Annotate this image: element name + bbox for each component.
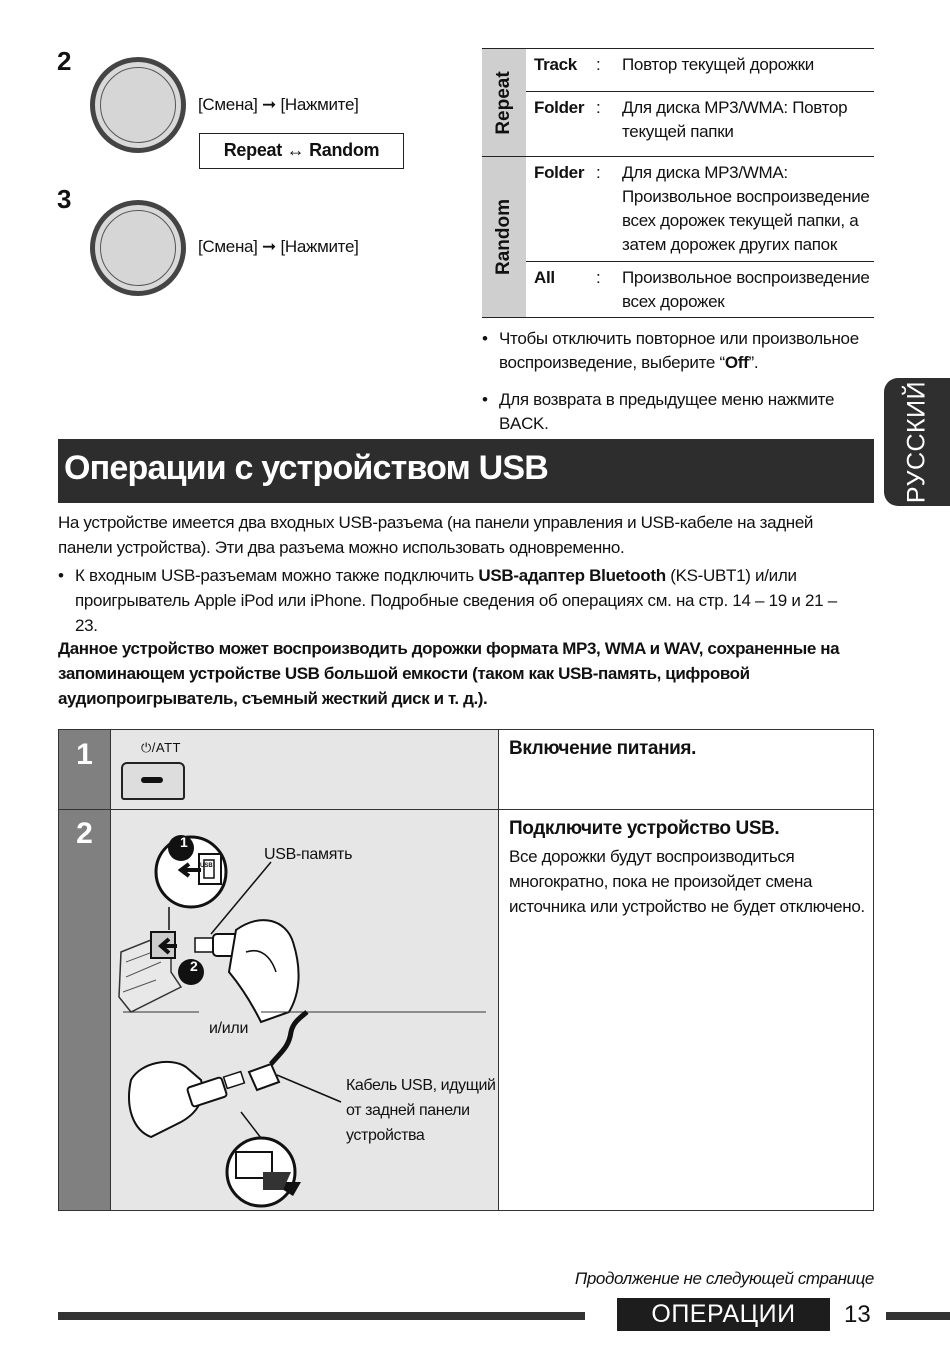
usb-cable-plug-icon <box>249 1064 279 1090</box>
note-off: • Чтобы отключить повторное или произвольное воспроизведение, выберите “Off”. <box>482 329 859 372</box>
row-key: Folder <box>534 163 585 182</box>
row-colon: : <box>596 163 601 182</box>
steps-table <box>58 729 874 1211</box>
step2-description: Все дорожки будут воспроизводиться многократно, пока не произойдет смена источника или устройство не будет отключено. <box>509 847 865 916</box>
language-tab: РУССКИЙ <box>884 378 950 506</box>
bluetooth-adapter-bold: USB-адаптер Bluetooth <box>478 566 666 585</box>
table-row <box>526 157 874 261</box>
dial-caption-step3 <box>198 237 359 257</box>
control-dial-icon <box>90 57 186 153</box>
power-button-icon <box>121 762 185 800</box>
caption-change: [Смена] <box>198 237 258 256</box>
row-colon: : <box>596 55 601 74</box>
dial-caption-step2 <box>198 95 359 115</box>
table-row <box>526 49 874 91</box>
callout-2-number: 2 <box>190 958 198 974</box>
intro-bullet: • К входным USB-разъемам можно также подключить USB-адаптер Bluetooth (KS-UBT1) и/или проигрыватель Apple iPod или iPhone. Подробные сведения об операциях см. на стр. 14 – 19 и 21 – 23. <box>58 566 837 635</box>
continued-note: Продолжение не следующей странице <box>574 1269 874 1288</box>
mode-table <box>482 48 874 318</box>
step-number-1: 1 <box>76 738 93 771</box>
section-heading <box>58 439 874 503</box>
arrow-right-icon: ➞ <box>262 237 276 256</box>
step2-title: Подключите устройство USB. <box>509 818 780 839</box>
callout-1-number: 1 <box>180 834 188 850</box>
usb-connection-illustration <box>111 812 497 1210</box>
random-group-label: Random <box>482 157 526 317</box>
power-att-label: ⏻/ATT <box>141 740 181 755</box>
row-value: Для диска MP3/WMA: Повтор текущей папки <box>622 98 848 141</box>
row-value: Произвольное воспроизведение всех дорожек <box>622 268 870 311</box>
intro-paragraph: На устройстве имеется два входных USB-разъема (на панели управления и USB-кабеле на задней панели устройства). Эти два разъема можно использовать одновременно. <box>58 513 814 557</box>
row-value: Для диска MP3/WMA: Произвольное воспроизведение всех дорожек текущей папки, а затем дорожек других папок <box>622 163 870 254</box>
row-key: Track <box>534 55 577 74</box>
usb-cable-label: Кабель USB, идущий от задней панели устройства <box>346 1077 496 1144</box>
supported-formats-paragraph: Данное устройство может воспроизводить дорожки формата MP3, WMA и WAV, сохраненные на запоминающем устройстве USB большой емкости (таком как USB-память, цифровой аудиопроигрыватель, съемный жесткий диск и т. д.). <box>58 639 840 708</box>
footer-section-label: ОПЕРАЦИИ <box>617 1298 830 1331</box>
box-repeat-label: Repeat <box>223 140 282 160</box>
box-random-label: Random <box>309 140 380 160</box>
repeat-group-label: Repeat <box>482 49 526 156</box>
usb-cable-icon <box>271 1012 307 1064</box>
usb-port-label: USB <box>200 863 213 869</box>
caption-press: [Нажмите] <box>280 237 359 256</box>
repeat-random-box <box>199 133 404 169</box>
off-keyword: Off <box>724 353 749 372</box>
table-row <box>526 91 874 149</box>
footer-bar-left <box>58 1312 585 1320</box>
step-number-3: 3 <box>57 184 72 214</box>
step-number-2: 2 <box>57 46 72 76</box>
table-row <box>526 261 874 319</box>
row-colon: : <box>596 268 601 287</box>
row-divider <box>59 809 873 810</box>
hand-icon <box>229 920 299 1022</box>
repeat-group <box>482 49 874 157</box>
power-icon: ⏻ <box>141 740 152 755</box>
arrow-right-icon: ➞ <box>262 95 276 114</box>
caption-change: [Смена] <box>198 95 258 114</box>
row-key: Folder <box>534 98 585 117</box>
control-dial-icon <box>90 200 186 296</box>
random-group <box>482 157 874 318</box>
step-number-column <box>59 730 110 1210</box>
footer-bar-right <box>886 1312 950 1320</box>
caption-press: [Нажмите] <box>280 95 359 114</box>
row-colon: : <box>596 98 601 117</box>
note-back: • Для возврата в предыдущее меню нажмите BACK. <box>482 390 835 433</box>
double-arrow-icon: ↔ <box>286 140 305 160</box>
row-key: All <box>534 268 555 287</box>
section-title: Операции с устройством USB <box>64 449 549 487</box>
usb-memory-label: USB-память <box>264 846 353 863</box>
page-number: 13 <box>844 1301 871 1328</box>
step1-title: Включение питания. <box>509 738 696 759</box>
and-or-label: и/или <box>209 1020 249 1037</box>
row-value: Повтор текущей дорожки <box>622 55 815 74</box>
step-number-2: 2 <box>76 817 93 850</box>
